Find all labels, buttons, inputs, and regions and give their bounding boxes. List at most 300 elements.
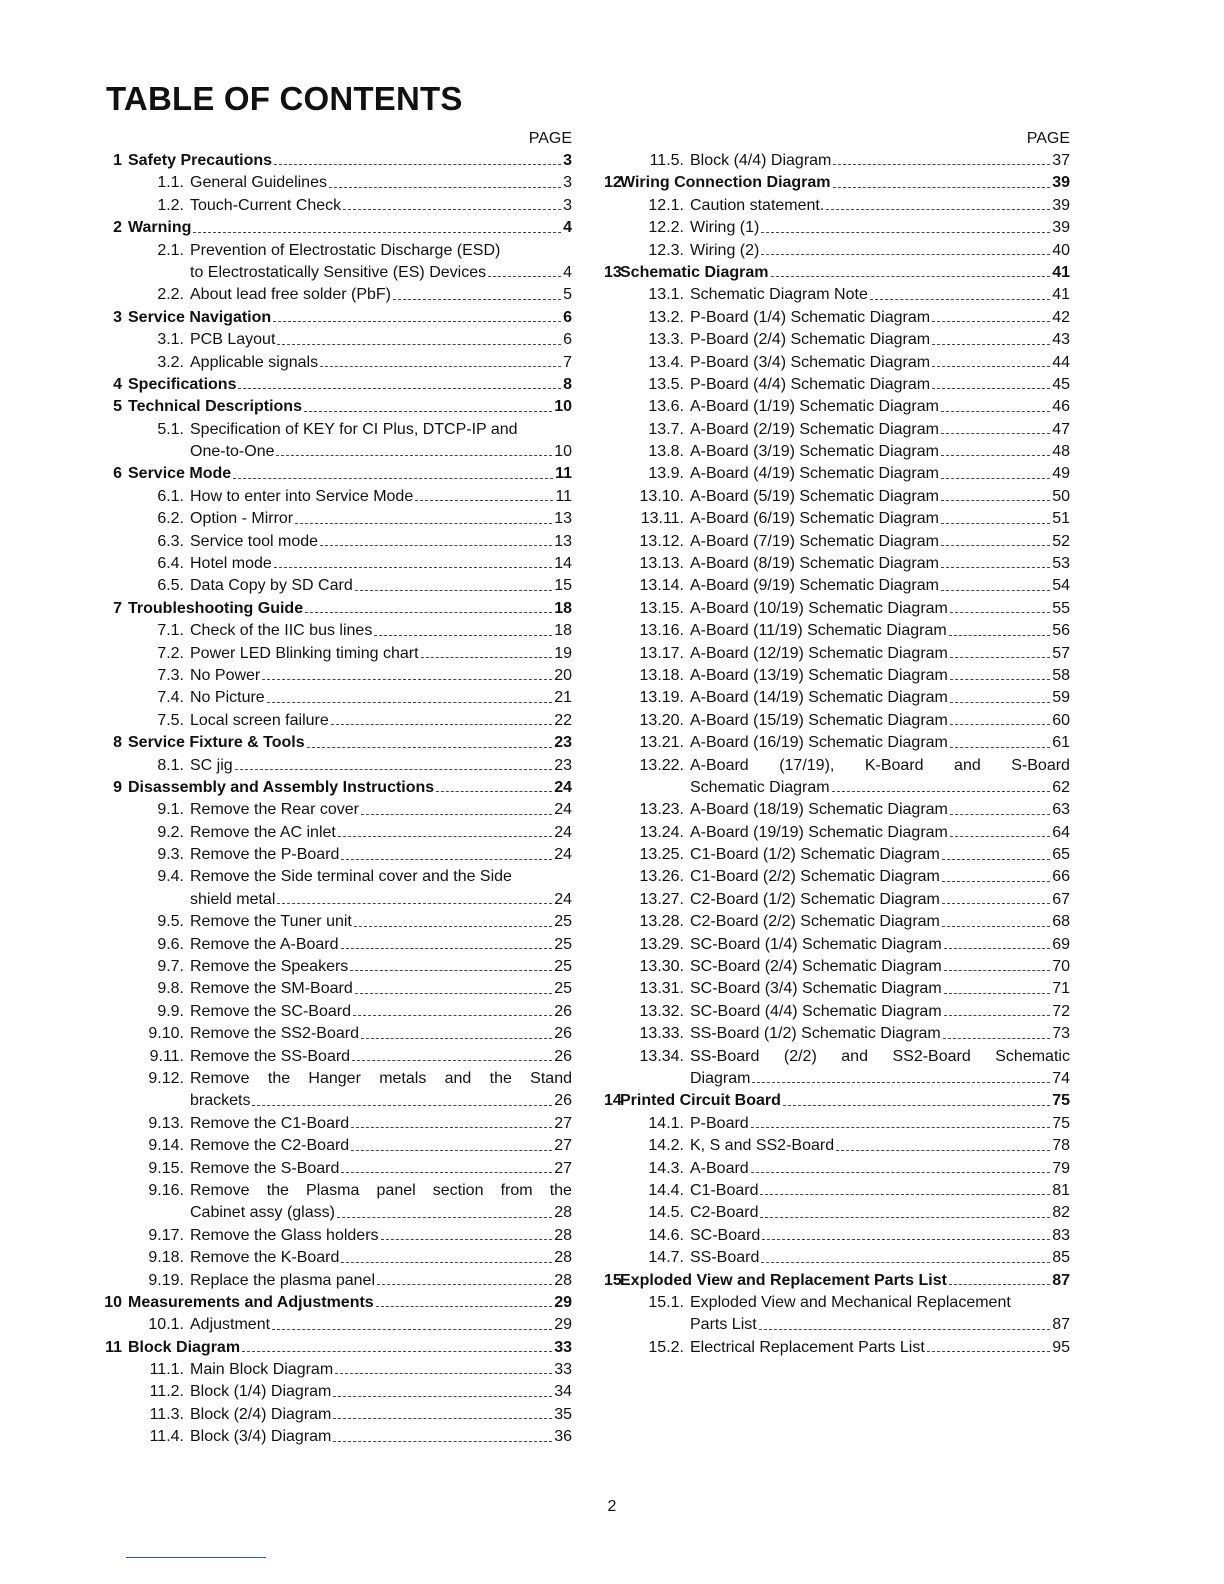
toc-subsection-entry[interactable] — [604, 1247, 1070, 1269]
toc-entry-title: Remove the Tuner unit — [190, 913, 352, 931]
leader-dots — [771, 276, 1051, 277]
toc-entry-title: C2-Board (1/2) Schematic Diagram — [690, 890, 940, 908]
toc-page-number: 11 — [555, 487, 572, 505]
toc-subsection-entry[interactable] — [604, 463, 1070, 485]
toc-page-number: 3 — [563, 151, 572, 169]
toc-entry-title: A-Board (9/19) Schematic Diagram — [690, 577, 939, 595]
leader-dots — [932, 388, 1050, 389]
toc-entry-title: C1-Board (2/2) Schematic Diagram — [690, 868, 940, 886]
toc-entry-title-continued: brackets — [190, 1092, 251, 1110]
toc-entry-title: Troubleshooting Guide — [128, 599, 304, 617]
toc-entry-number: 13.10. — [639, 487, 684, 505]
toc-subsection-entry[interactable] — [104, 1426, 572, 1448]
toc-entry-title: A-Board (16/19) Schematic Diagram — [690, 734, 948, 752]
leader-dots — [331, 724, 552, 725]
leader-dots — [949, 1284, 1050, 1285]
toc-entry-title-continued: Schematic Diagram — [690, 778, 830, 796]
leader-dots — [941, 411, 1050, 412]
toc-entry-number: 8.1. — [157, 756, 184, 774]
toc-entry-number: 6 — [113, 465, 122, 483]
toc-section-entry[interactable] — [604, 1270, 1070, 1292]
toc-entry-title: Remove the Rear cover — [190, 801, 359, 819]
toc-subsection-entry[interactable] — [604, 1158, 1070, 1180]
toc-entry-number: 6.5. — [157, 577, 184, 595]
toc-entry-title: Remove the C1-Board — [190, 1114, 350, 1132]
leader-dots — [238, 388, 561, 389]
leader-dots — [944, 993, 1051, 994]
toc-subsection-entry[interactable] — [104, 867, 572, 912]
leader-dots — [761, 254, 1050, 255]
leader-dots — [341, 948, 553, 949]
toc-entry-number: 7.2. — [157, 644, 184, 662]
toc-entry-number: 6.4. — [157, 555, 184, 573]
toc-subsection-entry[interactable] — [104, 1158, 572, 1180]
toc-page-number: 67 — [1052, 890, 1070, 908]
toc-entry-number: 9.18. — [148, 1249, 184, 1267]
toc-subsection-entry[interactable] — [104, 1381, 572, 1403]
toc-entry-number: 7.1. — [157, 622, 184, 640]
toc-subsection-entry[interactable] — [604, 396, 1070, 418]
leader-dots — [305, 612, 552, 613]
toc-entry-number: 13.15. — [639, 599, 684, 617]
toc-subsection-entry[interactable] — [604, 1046, 1070, 1091]
toc-page-number: 69 — [1052, 935, 1070, 953]
toc-entry-title: Remove the A-Board — [190, 935, 339, 953]
toc-subsection-entry[interactable] — [104, 799, 572, 821]
toc-entry-title: Exploded View and Replacement Parts List — [620, 1271, 947, 1289]
toc-entry-number: 13.6. — [648, 398, 684, 416]
page-title: TABLE OF CONTENTS — [106, 80, 463, 117]
toc-subsection-entry[interactable] — [104, 531, 572, 553]
leader-dots — [338, 836, 552, 837]
toc-entry-title: Service tool mode — [190, 532, 319, 550]
toc-page-number: 29 — [554, 1293, 572, 1311]
toc-entry-title: Remove the P-Board — [190, 846, 340, 864]
toc-subsection-entry[interactable] — [104, 419, 572, 464]
toc-subsection-entry[interactable] — [604, 553, 1070, 575]
leader-dots — [235, 769, 553, 770]
toc-subsection-entry[interactable] — [604, 150, 1070, 172]
toc-entry-number: 9.6. — [157, 935, 184, 953]
toc-page-number: 39 — [1052, 219, 1070, 237]
toc-entry-title: SC-Board — [690, 1226, 761, 1244]
leader-dots — [393, 299, 561, 300]
toc-subsection-entry[interactable] — [104, 620, 572, 642]
toc-subsection-entry[interactable] — [604, 1023, 1070, 1045]
toc-subsection-entry[interactable] — [604, 284, 1070, 306]
toc-page-number: 24 — [554, 778, 572, 796]
toc-section-entry[interactable] — [104, 732, 572, 754]
leader-dots — [355, 590, 552, 591]
toc-entry-number: 13.4. — [648, 353, 684, 371]
toc-entry-number: 13 — [604, 263, 622, 281]
toc-section-entry[interactable] — [104, 396, 572, 418]
toc-section-entry[interactable] — [104, 307, 572, 329]
toc-entry-number: 15.2. — [648, 1338, 684, 1356]
toc-entry-title: A-Board (4/19) Schematic Diagram — [690, 465, 939, 483]
toc-section-entry[interactable] — [104, 217, 572, 239]
toc-entry-title: About lead free solder (PbF) — [190, 286, 391, 304]
toc-entry-number: 9.15. — [148, 1159, 184, 1177]
leader-dots — [277, 344, 561, 345]
toc-page-number: 25 — [554, 958, 572, 976]
toc-entry-title: Exploded View and Mechanical Replacement — [690, 1293, 1011, 1311]
toc-subsection-entry[interactable] — [104, 1247, 572, 1269]
toc-entry-title: Replace the plasma panel — [190, 1271, 376, 1289]
toc-entry-number: 10 — [104, 1293, 122, 1311]
toc-subsection-entry[interactable] — [104, 508, 572, 530]
toc-entry-title: Disassembly and Assembly Instructions — [128, 778, 435, 796]
toc-entry-title: Remove the Plasma panel section from the — [190, 1181, 572, 1199]
toc-entry-title: SC-Board (3/4) Schematic Diagram — [690, 980, 942, 998]
toc-subsection-entry[interactable] — [604, 844, 1070, 866]
toc-page-number: 27 — [554, 1137, 572, 1155]
toc-page-number: 26 — [554, 1002, 572, 1020]
toc-subsection-entry[interactable] — [104, 1113, 572, 1135]
toc-section-entry[interactable] — [104, 1337, 572, 1359]
leader-dots — [950, 702, 1050, 703]
toc-subsection-entry[interactable] — [104, 956, 572, 978]
toc-entry-title: P-Board (1/4) Schematic Diagram — [690, 308, 931, 326]
leader-dots — [941, 567, 1050, 568]
toc-entry-title: Option - Mirror — [190, 510, 294, 528]
leader-dots — [826, 209, 1050, 210]
leader-dots — [944, 948, 1051, 949]
toc-entry-title: Wiring (1) — [690, 219, 760, 237]
toc-entry-title: Warning — [128, 219, 192, 237]
toc-entry-number: 13.13. — [639, 555, 684, 573]
toc-entry-title: C2-Board (2/2) Schematic Diagram — [690, 913, 940, 931]
toc-entry-number: 3 — [113, 308, 122, 326]
toc-entry-number: 15.1. — [648, 1293, 684, 1311]
leader-dots — [760, 1217, 1050, 1218]
toc-entry-title: A-Board (6/19) Schematic Diagram — [690, 510, 939, 528]
toc-entry-title: Specification of KEY for CI Plus, DTCP-IP and — [190, 420, 518, 438]
toc-entry-number: 2.2. — [157, 286, 184, 304]
toc-subsection-entry[interactable] — [604, 620, 1070, 642]
toc-subsection-entry[interactable] — [604, 1135, 1070, 1157]
toc-page-number: 56 — [1052, 622, 1070, 640]
toc-entry-number: 14.7. — [648, 1249, 684, 1267]
toc-entry-number: 14.2. — [648, 1137, 684, 1155]
toc-subsection-entry[interactable] — [104, 643, 572, 665]
toc-subsection-entry[interactable] — [604, 1001, 1070, 1023]
toc-subsection-entry[interactable] — [604, 643, 1070, 665]
toc-subsection-entry[interactable] — [604, 419, 1070, 441]
toc-subsection-entry[interactable] — [104, 1001, 572, 1023]
toc-entry-title: P-Board — [690, 1114, 749, 1132]
toc-subsection-entry[interactable] — [104, 844, 572, 866]
toc-subsection-entry[interactable] — [104, 822, 572, 844]
toc-subsection-entry[interactable] — [604, 1202, 1070, 1224]
toc-page-number: 83 — [1052, 1226, 1070, 1244]
toc-subsection-entry[interactable] — [104, 710, 572, 732]
toc-subsection-entry[interactable] — [604, 956, 1070, 978]
toc-subsection-entry[interactable] — [604, 217, 1070, 239]
toc-subsection-entry[interactable] — [104, 687, 572, 709]
toc-entry-number: 11.4. — [149, 1428, 184, 1446]
leader-dots — [273, 321, 561, 322]
leader-dots — [337, 1217, 552, 1218]
toc-page-number: 39 — [1052, 196, 1070, 214]
toc-entry-number: 13.25. — [639, 846, 684, 864]
leader-dots — [751, 1127, 1051, 1128]
toc-subsection-entry[interactable] — [104, 1359, 572, 1381]
toc-subsection-entry[interactable] — [604, 374, 1070, 396]
toc-entry-title: A-Board (8/19) Schematic Diagram — [690, 555, 939, 573]
toc-entry-number: 2 — [113, 219, 122, 237]
toc-entry-title: SC-Board (4/4) Schematic Diagram — [690, 1002, 942, 1020]
toc-subsection-entry[interactable] — [104, 1225, 572, 1247]
toc-subsection-entry[interactable] — [604, 889, 1070, 911]
toc-entry-title: Caution statement. — [690, 196, 825, 214]
toc-section-entry[interactable] — [104, 374, 572, 396]
toc-section-entry[interactable] — [104, 463, 572, 485]
toc-subsection-entry[interactable] — [104, 329, 572, 351]
toc-entry-number: 9.14. — [148, 1137, 184, 1155]
toc-entry-number: 9 — [113, 778, 122, 796]
toc-entry-title: Power LED Blinking timing chart — [190, 644, 419, 662]
leader-dots — [752, 1082, 1050, 1083]
toc-page-number: 75 — [1052, 1114, 1070, 1132]
toc-entry-number: 13.24. — [639, 823, 684, 841]
toc-section-entry[interactable] — [604, 172, 1070, 194]
toc-entry-number: 7 — [113, 599, 122, 617]
toc-subsection-entry[interactable] — [604, 799, 1070, 821]
toc-page-number: 45 — [1052, 375, 1070, 393]
toc-subsection-entry[interactable] — [604, 352, 1070, 374]
toc-left-column — [104, 128, 572, 1449]
toc-entry-number: 13.16. — [639, 622, 684, 640]
toc-page-number: 41 — [1052, 263, 1070, 281]
toc-entry-number: 9.3. — [157, 846, 184, 864]
toc-entry-title: Block Diagram — [128, 1338, 241, 1356]
toc-entry-number: 9.2. — [157, 823, 184, 841]
toc-section-entry[interactable] — [104, 1292, 572, 1314]
toc-entry-number: 13.21. — [639, 734, 684, 752]
leader-dots — [950, 836, 1050, 837]
toc-entry-title: Remove the SS2-Board — [190, 1025, 359, 1043]
toc-entry-title: Remove the Glass holders — [190, 1226, 379, 1244]
toc-subsection-entry[interactable] — [604, 732, 1070, 754]
toc-page-number: 58 — [1052, 666, 1070, 684]
toc-page-number: 27 — [554, 1114, 572, 1132]
toc-page-number: 26 — [554, 1047, 572, 1065]
toc-entry-number: 13.3. — [648, 331, 684, 349]
leader-dots — [320, 366, 561, 367]
toc-page-number: 34 — [554, 1383, 572, 1401]
toc-subsection-entry[interactable] — [604, 307, 1070, 329]
toc-entry-title: A-Board (17/19), K-Board and S-Board — [690, 756, 1070, 774]
toc-page-number: 57 — [1052, 644, 1070, 662]
toc-subsection-entry[interactable] — [604, 1337, 1070, 1359]
toc-page-number: 28 — [554, 1226, 572, 1244]
toc-entry-number: 13.20. — [639, 711, 684, 729]
leader-dots — [233, 478, 553, 479]
toc-page-number: 40 — [1052, 241, 1070, 259]
toc-entry-title: C1-Board (1/2) Schematic Diagram — [690, 846, 940, 864]
toc-section-entry[interactable] — [604, 262, 1070, 284]
toc-subsection-entry[interactable] — [604, 575, 1070, 597]
leader-dots — [341, 859, 552, 860]
toc-subsection-entry[interactable] — [104, 755, 572, 777]
toc-page-number: 20 — [554, 666, 572, 684]
toc-entry-title: A-Board (10/19) Schematic Diagram — [690, 599, 948, 617]
toc-page-number: 11 — [555, 465, 572, 483]
toc-entry-number: 13.29. — [639, 935, 684, 953]
toc-page-number: 53 — [1052, 555, 1070, 573]
toc-subsection-entry[interactable] — [604, 598, 1070, 620]
toc-entry-number: 13.17. — [639, 644, 684, 662]
toc-page-number: 15 — [554, 577, 572, 595]
leader-dots — [252, 1105, 552, 1106]
toc-entry-number: 13.14. — [639, 577, 684, 595]
leader-dots — [304, 411, 552, 412]
toc-page-number: 49 — [1052, 465, 1070, 483]
leader-dots — [353, 1015, 552, 1016]
toc-section-entry[interactable] — [104, 150, 572, 172]
toc-subsection-entry[interactable] — [104, 934, 572, 956]
toc-page-number: 65 — [1052, 846, 1070, 864]
toc-subsection-entry[interactable] — [604, 329, 1070, 351]
toc-subsection-entry[interactable] — [604, 978, 1070, 1000]
toc-page-number: 19 — [554, 644, 572, 662]
toc-page-number: 72 — [1052, 1002, 1070, 1020]
leader-dots — [751, 1172, 1051, 1173]
toc-entry-title: A-Board (18/19) Schematic Diagram — [690, 801, 948, 819]
toc-subsection-entry[interactable] — [104, 1314, 572, 1336]
toc-page-number: 68 — [1052, 913, 1070, 931]
toc-subsection-entry[interactable] — [104, 911, 572, 933]
toc-subsection-entry[interactable] — [604, 911, 1070, 933]
toc-subsection-entry[interactable] — [104, 352, 572, 374]
toc-entry-title: Schematic Diagram — [620, 263, 769, 281]
toc-subsection-entry[interactable] — [604, 195, 1070, 217]
toc-entry-title: SC-Board (1/4) Schematic Diagram — [690, 935, 942, 953]
toc-entry-title: Applicable signals — [190, 353, 319, 371]
leader-dots — [333, 1441, 552, 1442]
toc-page-number: 10 — [554, 398, 572, 416]
leader-dots — [927, 1351, 1050, 1352]
toc-entry-number: 12.1. — [648, 196, 684, 214]
toc-subsection-entry[interactable] — [604, 665, 1070, 687]
toc-page-number: 78 — [1052, 1137, 1070, 1155]
toc-entry-title: Block (4/4) Diagram — [690, 151, 832, 169]
toc-subsection-entry[interactable] — [104, 284, 572, 306]
toc-subsection-entry[interactable] — [104, 575, 572, 597]
toc-entry-title: Remove the Hanger metals and the Stand — [190, 1070, 572, 1087]
toc-subsection-entry[interactable] — [604, 710, 1070, 732]
toc-subsection-entry[interactable] — [604, 441, 1070, 463]
toc-page-number: 25 — [554, 913, 572, 931]
toc-page-number: 60 — [1052, 711, 1070, 729]
leader-dots — [341, 1262, 552, 1263]
toc-subsection-entry[interactable] — [104, 195, 572, 217]
toc-subsection-entry[interactable] — [604, 867, 1070, 889]
toc-page-number: 73 — [1052, 1025, 1070, 1043]
toc-subsection-entry[interactable] — [604, 687, 1070, 709]
leader-dots — [351, 1127, 552, 1128]
leader-dots — [295, 523, 552, 524]
leader-dots — [941, 590, 1050, 591]
toc-subsection-entry[interactable] — [104, 1068, 572, 1113]
leader-dots — [833, 187, 1051, 188]
toc-subsection-entry[interactable] — [604, 1225, 1070, 1247]
leader-dots — [341, 1172, 552, 1173]
toc-subsection-entry[interactable] — [604, 755, 1070, 800]
leader-dots — [950, 657, 1050, 658]
toc-page-number: 28 — [554, 1271, 572, 1289]
leader-dots — [944, 970, 1051, 971]
toc-subsection-entry[interactable] — [104, 1180, 572, 1225]
toc-section-entry[interactable] — [104, 598, 572, 620]
toc-subsection-entry[interactable] — [604, 822, 1070, 844]
toc-page-number: 64 — [1052, 823, 1070, 841]
toc-subsection-entry[interactable] — [104, 172, 572, 194]
leader-dots — [932, 366, 1050, 367]
toc-subsection-entry[interactable] — [604, 531, 1070, 553]
toc-page-number: 7 — [563, 353, 572, 371]
toc-page-number: 6 — [563, 308, 572, 326]
toc-subsection-entry[interactable] — [104, 1135, 572, 1157]
toc-subsection-entry[interactable] — [604, 1292, 1070, 1337]
toc-entry-title: Block (3/4) Diagram — [190, 1428, 332, 1446]
toc-entry-number: 9.9. — [157, 1002, 184, 1020]
toc-subsection-entry[interactable] — [104, 553, 572, 575]
toc-subsection-entry[interactable] — [604, 240, 1070, 262]
toc-section-entry[interactable] — [604, 1090, 1070, 1112]
leader-dots — [436, 791, 552, 792]
toc-subsection-entry[interactable] — [104, 1046, 572, 1068]
toc-subsection-entry[interactable] — [104, 1404, 572, 1426]
leader-dots — [307, 747, 553, 748]
toc-entry-title: Safety Precautions — [128, 151, 273, 169]
toc-subsection-entry[interactable] — [104, 486, 572, 508]
toc-subsection-entry[interactable] — [104, 978, 572, 1000]
toc-page-number: 95 — [1052, 1338, 1070, 1356]
leader-dots — [376, 1306, 553, 1307]
toc-section-entry[interactable] — [104, 777, 572, 799]
toc-subsection-entry[interactable] — [604, 486, 1070, 508]
toc-entry-title: C1-Board — [690, 1181, 759, 1199]
toc-entry-number: 14.6. — [648, 1226, 684, 1244]
toc-entry-number: 13.12. — [639, 532, 684, 550]
toc-entry-title: Printed Circuit Board — [620, 1092, 781, 1110]
toc-subsection-entry[interactable] — [104, 1023, 572, 1045]
toc-subsection-entry[interactable] — [104, 665, 572, 687]
toc-entry-title: No Picture — [190, 689, 265, 707]
toc-subsection-entry[interactable] — [104, 240, 572, 285]
page-column-header: PAGE — [528, 130, 572, 147]
toc-entry-number: 13.19. — [639, 689, 684, 707]
toc-subsection-entry[interactable] — [604, 508, 1070, 530]
toc-page-number: 24 — [554, 801, 572, 819]
toc-entry-number: 11 — [105, 1338, 122, 1356]
toc-page-number: 74 — [1052, 1070, 1070, 1087]
toc-entry-number: 9.7. — [157, 958, 184, 976]
toc-subsection-entry[interactable] — [604, 1180, 1070, 1202]
leader-dots — [276, 455, 552, 456]
toc-entry-title: SS-Board (1/2) Schematic Diagram — [690, 1025, 941, 1043]
leader-dots — [932, 344, 1050, 345]
toc-subsection-entry[interactable] — [104, 1270, 572, 1292]
toc-entry-title: Service Fixture & Tools — [128, 734, 305, 752]
toc-entry-number: 8 — [113, 734, 122, 752]
toc-entry-title: No Power — [190, 666, 261, 684]
toc-entry-number: 13.9. — [648, 465, 684, 483]
toc-subsection-entry[interactable] — [604, 934, 1070, 956]
toc-subsection-entry[interactable] — [604, 1113, 1070, 1135]
